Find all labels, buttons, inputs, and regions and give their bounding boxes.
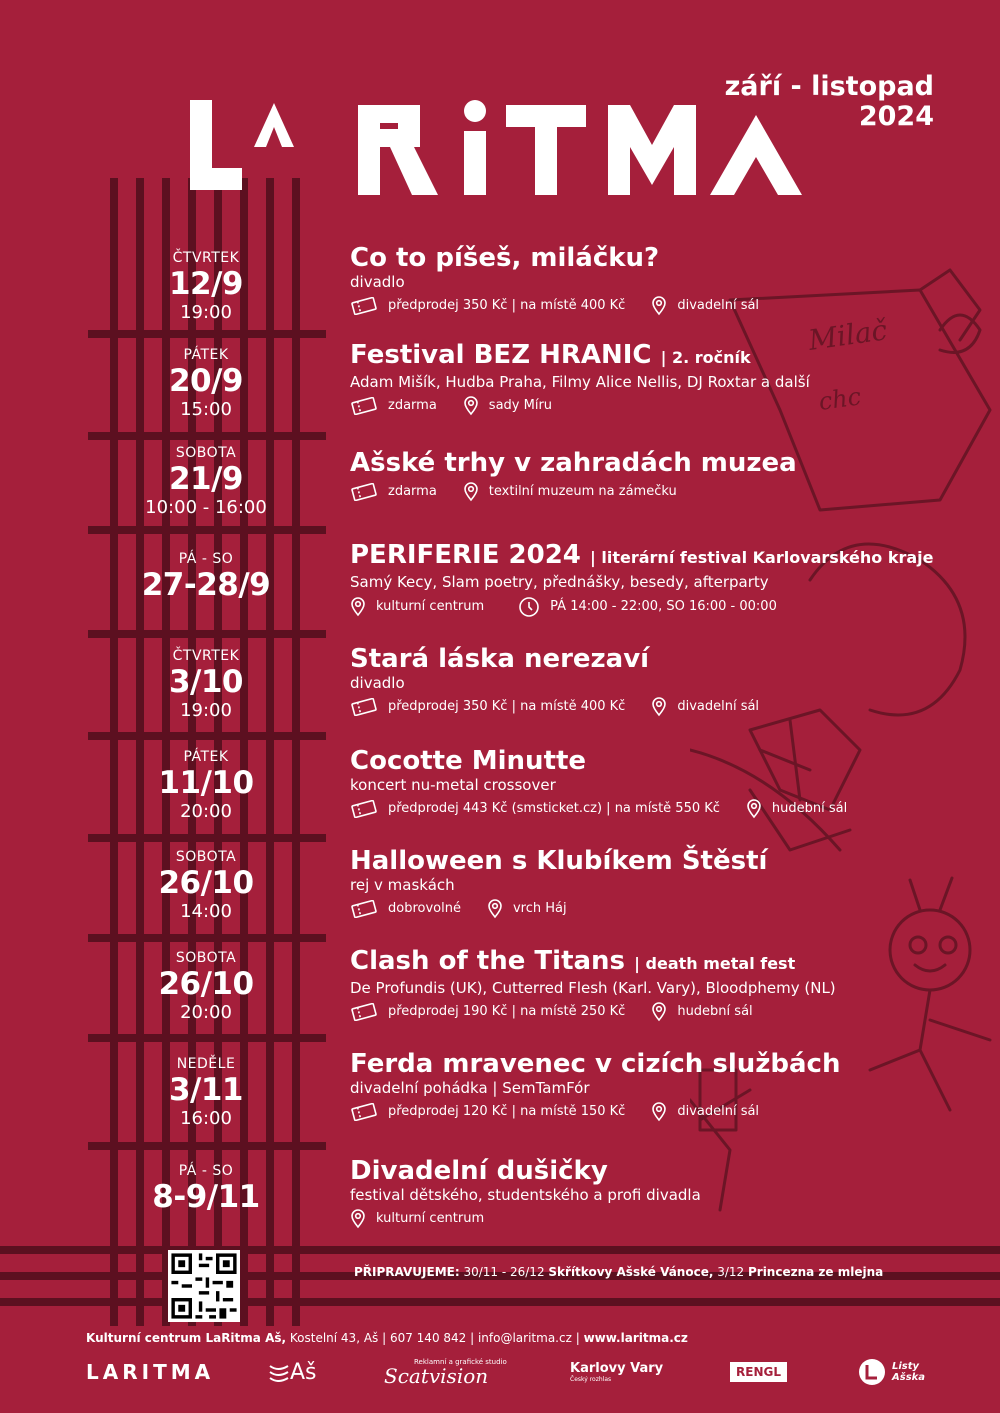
event-place: divadelní sál: [677, 1104, 760, 1119]
event-day: SOBOTA: [175, 849, 237, 865]
event-date: 20/9: [168, 363, 244, 399]
event-subtitle: koncert nu-metal crossover: [350, 776, 556, 794]
event-date: 11/10: [158, 765, 254, 801]
season-year: 2024: [858, 101, 934, 132]
location-pin-icon: [350, 597, 366, 617]
event-date: 21/9: [168, 461, 244, 497]
event-title: Ferda mravenec v cizích službách: [350, 1049, 841, 1079]
event-title: Stará láska nerezaví: [350, 644, 650, 674]
event-title: Co to píšeš, miláčku?: [350, 243, 660, 273]
event-place: divadelní sál: [677, 699, 760, 714]
event-time: 19:00: [180, 700, 232, 721]
event-subtitle: divadlo: [350, 273, 405, 291]
contact-line: [86, 1331, 688, 1345]
location-pin-icon: [651, 1002, 667, 1022]
event-item: [350, 340, 970, 416]
sponsor-logos: [86, 1354, 936, 1394]
as-emblem-icon: [268, 1362, 290, 1382]
contact-name: Kulturní centrum LaRitma Aš,: [86, 1331, 287, 1345]
location-pin-icon: [463, 396, 479, 416]
event-item: [350, 1156, 970, 1229]
location-pin-icon: [651, 1102, 667, 1122]
event-day: SOBOTA: [175, 445, 237, 461]
event-date: 12/9: [168, 266, 244, 302]
date-block: [106, 551, 306, 603]
event-subtitle: festival dětského, studentského a profi divadla: [350, 1186, 701, 1204]
ticket-icon: [350, 698, 378, 716]
event-day: ČTVRTEK: [172, 648, 240, 664]
location-pin-icon: [350, 1209, 366, 1229]
event-info: [350, 799, 970, 819]
event-item: [350, 846, 970, 919]
event-day: ČTVRTEK: [172, 250, 240, 266]
event-day: PÁTEK: [183, 749, 229, 765]
event-time: 15:00: [180, 399, 232, 420]
event-item: [350, 946, 970, 1022]
listy-asska-icon: [858, 1358, 886, 1386]
event-info: [350, 1209, 970, 1229]
event-title-suffix: | death metal fest: [634, 954, 796, 973]
location-pin-icon: [651, 296, 667, 316]
season-label: [725, 72, 934, 132]
event-info: [350, 697, 970, 717]
event-price: předprodej 443 Kč (smsticket.cz) | na místě 550 Kč: [388, 801, 720, 816]
event-place: kulturní centrum: [376, 1211, 485, 1226]
season-months: září - listopad: [724, 71, 934, 102]
event-price: dobrovolné: [388, 901, 461, 916]
ticket-icon: [350, 1003, 378, 1021]
event-price: předprodej 190 Kč | na místě 250 Kč: [388, 1004, 626, 1019]
date-block: [106, 849, 306, 923]
event-time: 20:00: [180, 801, 232, 822]
ticket-icon: [350, 483, 378, 501]
event-item: [350, 243, 970, 316]
event-place: divadelní sál: [677, 298, 760, 313]
svg-text:chc: chc: [816, 382, 863, 416]
upcoming-dates: 3/12: [713, 1265, 748, 1279]
event-title: Cocotte Minutte: [350, 746, 587, 776]
event-day: NEDĚLE: [176, 1056, 236, 1072]
event-subtitle: rej v maskách: [350, 876, 455, 894]
date-block: [106, 347, 306, 421]
event-title: Clash of the Titans | death metal fest: [350, 946, 796, 976]
event-place: vrch Háj: [512, 901, 567, 916]
sponsor-rengl: RENGL: [730, 1354, 787, 1390]
event-title: Divadelní dušičky: [350, 1156, 608, 1186]
upcoming-event: Princezna ze mlejna: [747, 1265, 884, 1279]
date-block: [106, 1163, 306, 1215]
event-title: Festival BEZ HRANIC | 2. ročník: [350, 340, 751, 370]
event-price: předprodej 350 Kč | na místě 400 Kč: [388, 699, 626, 714]
event-item: [350, 540, 970, 618]
sponsor-listy-asska: Listy Ašska: [858, 1354, 925, 1390]
event-time: 14:00: [180, 901, 232, 922]
svg-text:Milač: Milač: [806, 313, 890, 357]
event-info: [350, 396, 970, 416]
event-subtitle: Samý Kecy, Slam poetry, přednášky, besedy, afterparty: [350, 573, 769, 591]
event-subtitle: divadlo: [350, 674, 405, 692]
event-price: zdarma: [388, 398, 437, 413]
upcoming-label: PŘIPRAVUJEME:: [354, 1265, 460, 1279]
event-title-suffix: | 2. ročník: [660, 348, 751, 367]
event-date: 3/10: [168, 664, 244, 700]
date-block: [106, 950, 306, 1024]
event-place: hudební sál: [677, 1004, 753, 1019]
event-title: Ašské trhy v zahradách muzea: [350, 448, 797, 478]
event-title: PERIFERIE 2024 | literární festival Karlovarského kraje: [350, 540, 934, 570]
sponsor-studio: Reklamní a grafické studio Scatvision: [384, 1358, 507, 1388]
laritma-logo: [190, 95, 810, 205]
location-pin-icon: [487, 899, 503, 919]
event-subtitle: De Profundis (UK), Cutterred Flesh (Karl. Vary), Bloodphemy (NL): [350, 979, 836, 997]
location-pin-icon: [746, 799, 762, 819]
event-hours: PÁ 14:00 - 22:00, SO 16:00 - 00:00: [550, 599, 777, 614]
event-info: [350, 1002, 970, 1022]
event-info: [350, 1102, 970, 1122]
event-time: 10:00 - 16:00: [145, 497, 267, 518]
event-day: PÁTEK: [183, 347, 229, 363]
location-pin-icon: [651, 697, 667, 717]
event-info: [350, 899, 970, 919]
ticket-icon: [350, 800, 378, 818]
event-item: [350, 448, 970, 502]
sponsor-as: Aš: [268, 1354, 317, 1390]
sponsor-karlovy-vary: Karlovy Vary Český rozhlas: [570, 1361, 664, 1383]
event-time: 20:00: [180, 1002, 232, 1023]
event-item: [350, 1049, 970, 1122]
event-place: sady Míru: [488, 398, 553, 413]
date-block: [106, 1056, 306, 1130]
date-block: [106, 749, 306, 823]
upcoming-events: [354, 1265, 883, 1279]
event-price: předprodej 120 Kč | na místě 150 Kč: [388, 1104, 626, 1119]
ticket-icon: [350, 1103, 378, 1121]
upcoming-event: Skřítkovy Ašské Vánoce,: [548, 1265, 714, 1279]
event-title: Halloween s Klubíkem Štěstí: [350, 846, 768, 876]
date-block: [106, 445, 306, 519]
event-date: 8-9/11: [152, 1179, 260, 1215]
event-day: PÁ - SO: [178, 1163, 234, 1179]
sponsor-laritma: LARITMA: [86, 1360, 215, 1384]
event-price: předprodej 350 Kč | na místě 400 Kč: [388, 298, 626, 313]
event-date: 26/10: [158, 966, 254, 1002]
event-info: [350, 596, 970, 618]
event-price: zdarma: [388, 484, 437, 499]
event-date: 27-28/9: [141, 567, 271, 603]
contact-details: Kostelní 43, Aš | 607 140 842 | info@laritma.cz |: [286, 1331, 584, 1345]
ticket-icon: [350, 900, 378, 918]
event-title-suffix: | literární festival Karlovarského kraje: [589, 548, 934, 567]
upcoming-dates: 30/11 - 26/12: [459, 1265, 549, 1279]
date-block: [106, 250, 306, 324]
event-subtitle: Adam Mišík, Hudba Praha, Filmy Alice Nellis, DJ Roxtar a další: [350, 373, 810, 391]
event-subtitle: divadelní pohádka | SemTamFór: [350, 1079, 590, 1097]
event-item: [350, 746, 970, 819]
clock-icon: [518, 596, 540, 618]
event-place: kulturní centrum: [376, 599, 485, 614]
website-link[interactable]: www.laritma.cz: [583, 1331, 688, 1345]
event-time: 16:00: [180, 1108, 232, 1129]
event-info: [350, 296, 970, 316]
event-date: 26/10: [158, 865, 254, 901]
location-pin-icon: [463, 482, 479, 502]
date-block: [106, 648, 306, 722]
event-time: 19:00: [180, 302, 232, 323]
ticket-icon: [350, 397, 378, 415]
event-item: [350, 644, 970, 717]
event-day: SOBOTA: [175, 950, 237, 966]
ticket-icon: [350, 297, 378, 315]
event-place: textilní muzeum na zámečku: [488, 484, 677, 499]
qr-code[interactable]: [168, 1250, 240, 1322]
event-info: [350, 482, 970, 502]
event-place: hudební sál: [771, 801, 848, 816]
event-date: 3/11: [168, 1072, 244, 1108]
event-day: PÁ - SO: [178, 551, 234, 567]
